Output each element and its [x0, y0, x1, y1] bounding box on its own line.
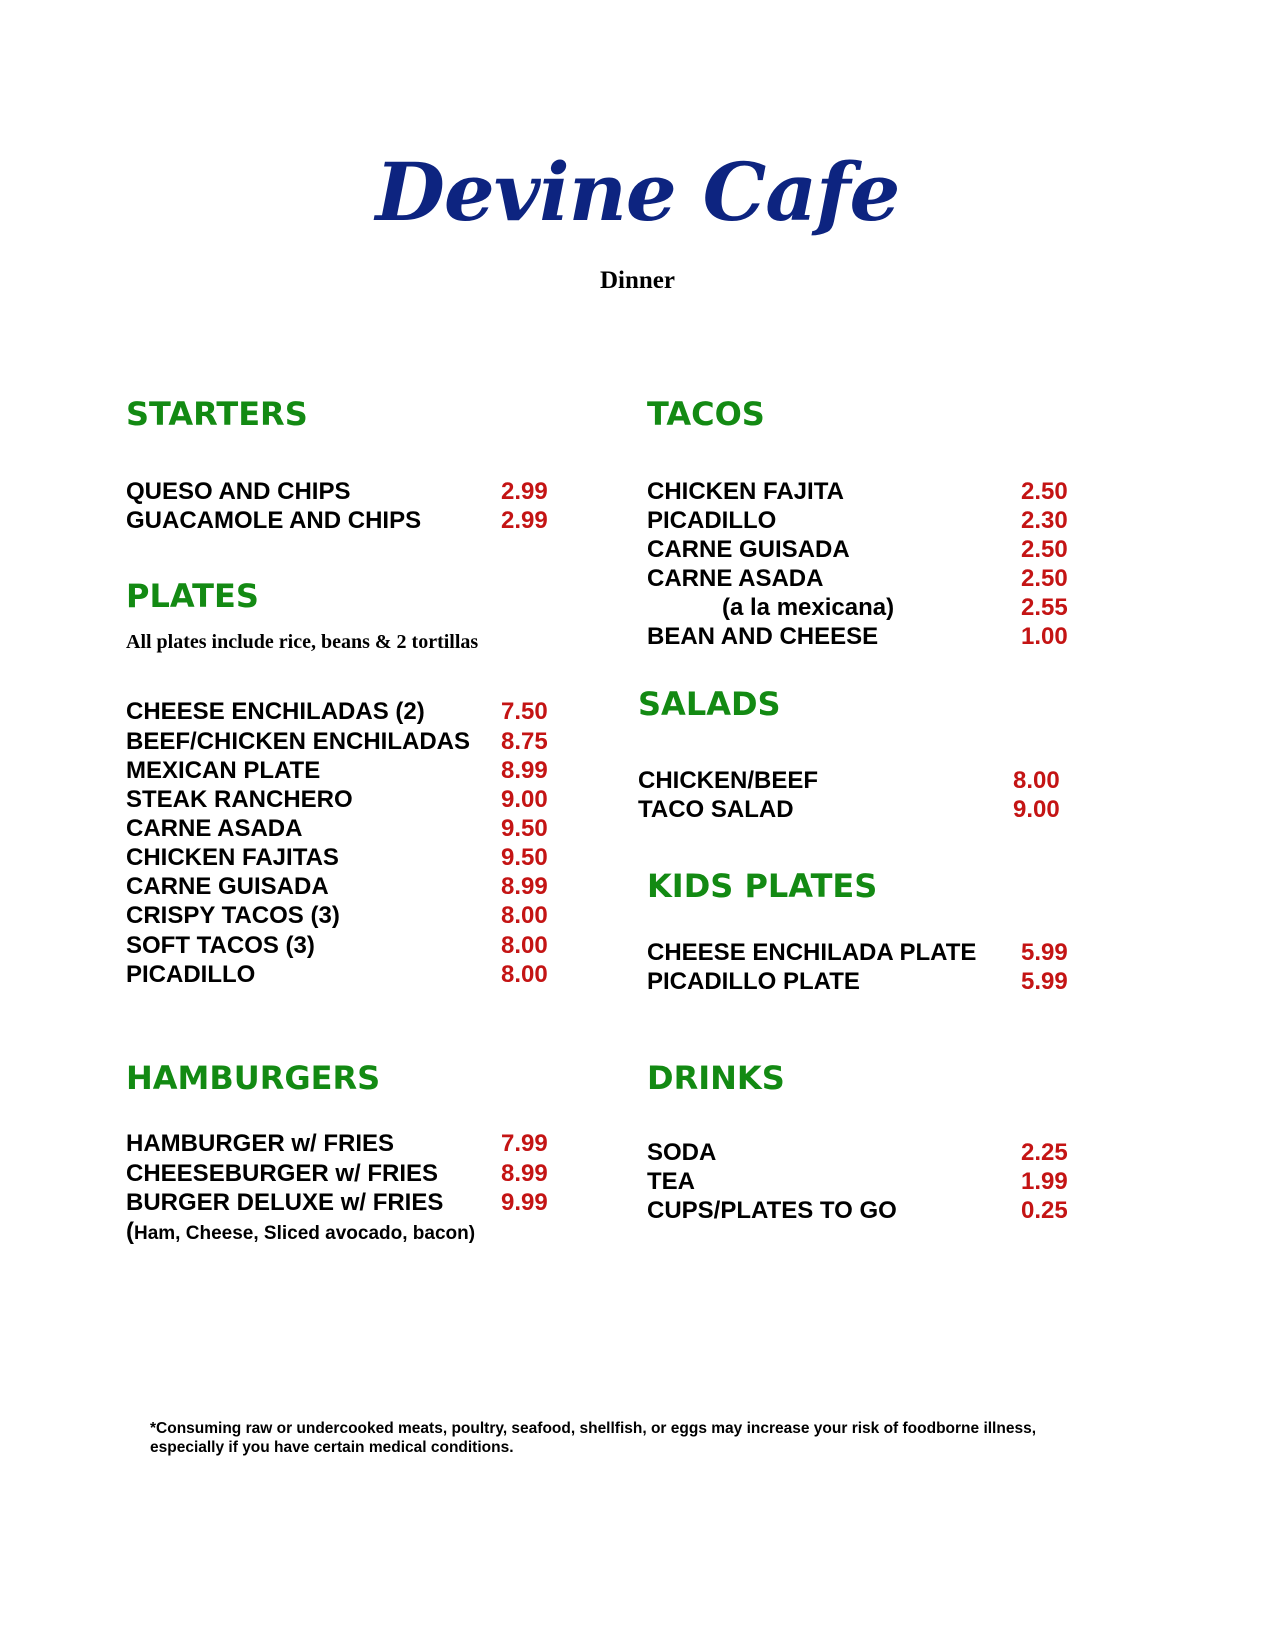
menu-subtitle: Dinner	[600, 267, 675, 294]
item-name: PICADILLO	[126, 961, 256, 988]
item-name: PICADILLO	[647, 507, 777, 534]
restaurant-title: Devine Cafe	[375, 145, 900, 239]
salads-heading: SALADS	[638, 685, 781, 723]
item-name: BURGER DELUXE w/ FRIES	[126, 1189, 444, 1216]
item-name: BEAN AND CHEESE	[647, 623, 879, 650]
item-price: 1.99	[1021, 1168, 1068, 1195]
item-price: 9.50	[501, 844, 548, 871]
kids-plates-heading: KIDS PLATES	[647, 867, 878, 905]
item-name: SODA	[647, 1139, 717, 1166]
note-text: Ham, Cheese, Sliced avocado, bacon)	[134, 1223, 476, 1244]
plates-note: All plates include rice, beans & 2 tortillas	[126, 631, 479, 653]
item-name: CARNE GUISADA	[647, 536, 850, 563]
item-name: (a la mexicana)	[722, 594, 895, 621]
item-price: 8.00	[501, 961, 548, 988]
item-name: CHEESE ENCHILADAS (2)	[126, 698, 425, 725]
item-name: CUPS/PLATES TO GO	[647, 1197, 897, 1224]
item-price: 7.99	[501, 1130, 548, 1157]
item-name: TEA	[647, 1168, 695, 1195]
tacos-heading: TACOS	[647, 395, 765, 433]
item-name: CHICKEN FAJITAS	[126, 844, 339, 871]
item-name: MEXICAN PLATE	[126, 757, 321, 784]
item-price: 8.99	[501, 873, 548, 900]
burger-deluxe-note	[126, 1220, 475, 1244]
item-price: 2.55	[1021, 594, 1068, 621]
item-price: 9.50	[501, 815, 548, 842]
drinks-heading: DRINKS	[647, 1059, 785, 1097]
foodborne-illness-disclaimer	[150, 1419, 1150, 1457]
disclaimer-line: *Consuming raw or undercooked meats, poultry, seafood, shellfish, or eggs may increase your risk of foodborne illness,	[150, 1420, 1036, 1437]
item-name: BEEF/CHICKEN ENCHILADAS	[126, 728, 471, 755]
item-price: 5.99	[1021, 939, 1068, 966]
item-price: 2.99	[501, 507, 548, 534]
item-price: 8.99	[501, 1160, 548, 1187]
item-name: CHICKEN/BEEF	[638, 767, 819, 794]
item-price: 2.30	[1021, 507, 1068, 534]
item-name: TACO SALAD	[638, 796, 794, 823]
item-price: 8.00	[1013, 767, 1060, 794]
item-name: CHEESEBURGER w/ FRIES	[126, 1160, 439, 1187]
item-price: 7.50	[501, 698, 548, 725]
item-price: 8.00	[501, 902, 548, 929]
item-name: CARNE ASADA	[647, 565, 824, 592]
item-price: 9.00	[1013, 796, 1060, 823]
item-name: CHICKEN FAJITA	[647, 478, 844, 505]
item-name: HAMBURGER w/ FRIES	[126, 1130, 395, 1157]
item-price: 5.99	[1021, 968, 1068, 995]
item-name: CARNE GUISADA	[126, 873, 329, 900]
item-name: GUACAMOLE AND CHIPS	[126, 507, 422, 534]
item-name: SOFT TACOS (3)	[126, 932, 315, 959]
hamburgers-heading: HAMBURGERS	[126, 1059, 381, 1097]
item-name: CRISPY TACOS (3)	[126, 902, 340, 929]
item-price: 2.99	[501, 478, 548, 505]
item-name: STEAK RANCHERO	[126, 786, 353, 813]
item-price: 2.25	[1021, 1139, 1068, 1166]
item-price: 9.99	[501, 1189, 548, 1216]
item-price: 9.00	[501, 786, 548, 813]
item-price: 0.25	[1021, 1197, 1068, 1224]
plates-heading: PLATES	[126, 577, 259, 615]
starters-heading: STARTERS	[126, 395, 308, 433]
disclaimer-line: especially if you have certain medical conditions.	[150, 1439, 514, 1456]
item-price: 8.75	[501, 728, 548, 755]
item-price: 8.99	[501, 757, 548, 784]
item-price: 2.50	[1021, 565, 1068, 592]
item-name: QUESO AND CHIPS	[126, 478, 351, 505]
item-price: 8.00	[501, 932, 548, 959]
item-name: PICADILLO PLATE	[647, 968, 860, 995]
item-price: 2.50	[1021, 478, 1068, 505]
note-paren: (	[126, 1218, 134, 1245]
item-name: CHEESE ENCHILADA PLATE	[647, 939, 977, 966]
item-name: CARNE ASADA	[126, 815, 303, 842]
item-price: 2.50	[1021, 536, 1068, 563]
item-price: 1.00	[1021, 623, 1068, 650]
